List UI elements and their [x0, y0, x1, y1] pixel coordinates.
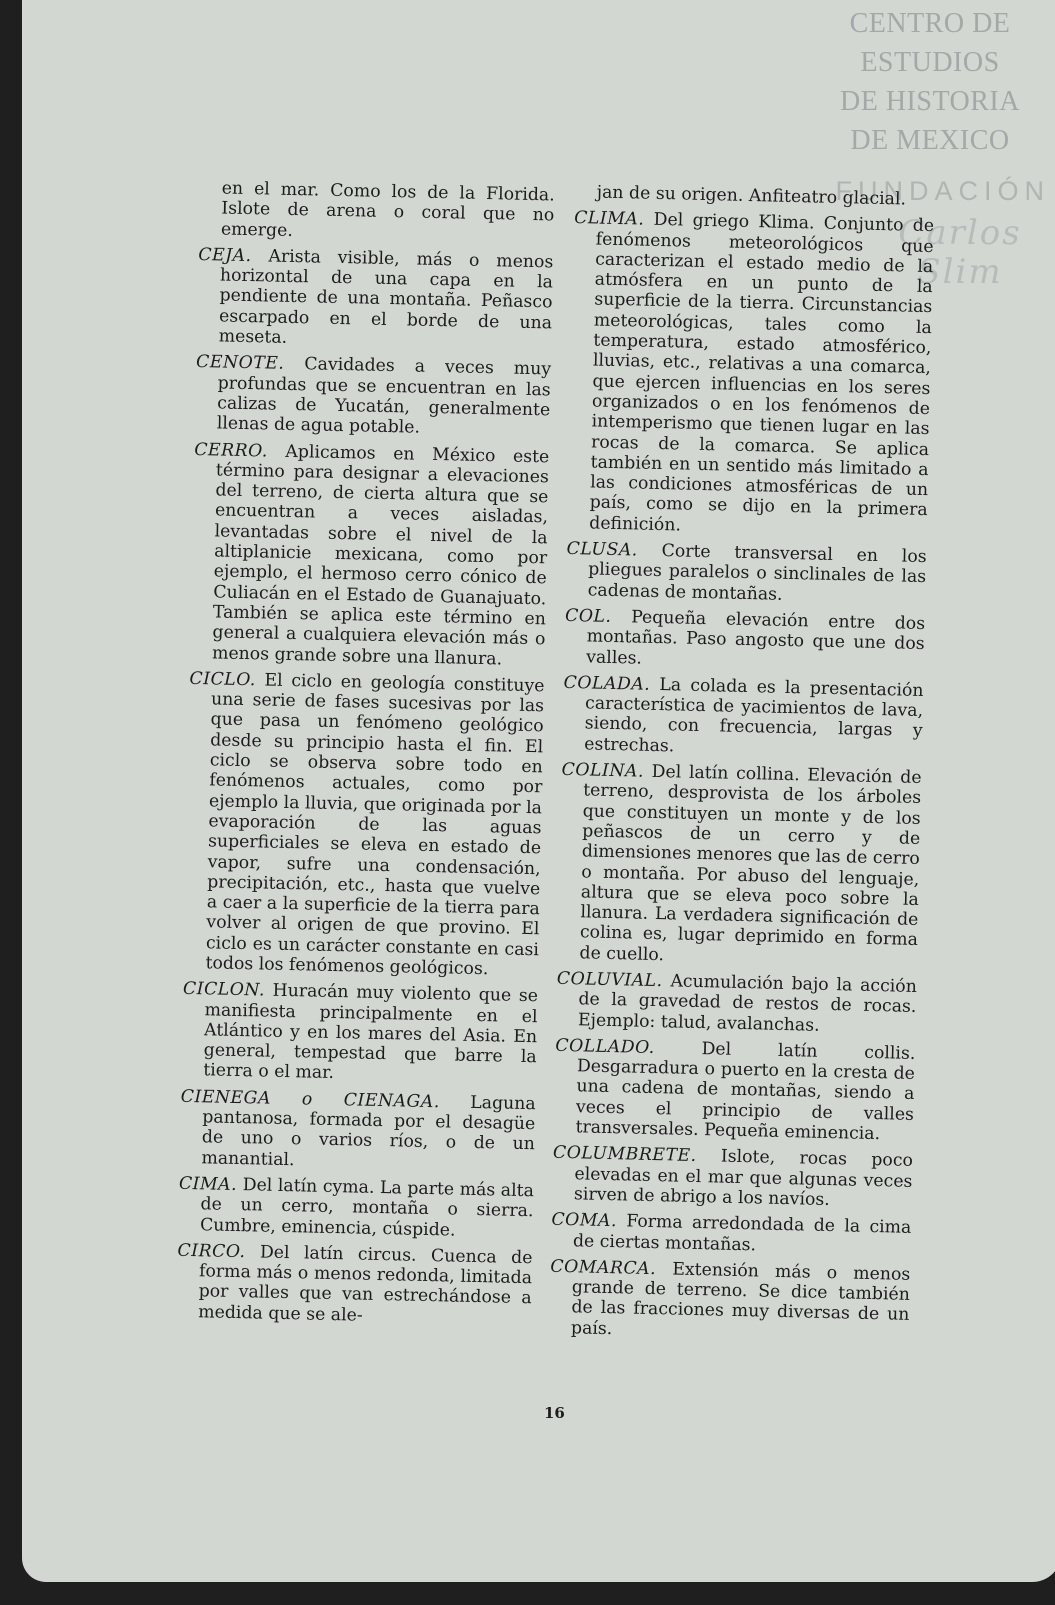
watermark-fundacion: FUNDACIÓN — [835, 176, 1050, 206]
entry-term: CLIMA. — [573, 208, 645, 230]
watermark-line: DE HISTORIA — [840, 86, 1020, 117]
entry-definition: Cavidades a veces muy profundas que se encuentran en las calizas de Yucatán, generalmente llenas de agua potable. — [216, 354, 552, 438]
entry-definition: Arista visible, más o menos horizontal de una capa en la pendiente de una montaña. Peñasco escarpado en el borde de una meseta. — [218, 246, 554, 348]
glossary-entry — [549, 1257, 911, 1346]
left-column — [176, 178, 555, 1335]
entry-term: COL. — [564, 605, 612, 627]
entry-term: COLLADO. — [555, 1035, 655, 1058]
watermark-line: DE MEXICO — [850, 125, 1010, 156]
entry-definition: Del latín circus. Cuenca de forma más o menos redonda, limitada por valles que van estrechándose a medida que se ale- — [198, 1242, 533, 1326]
entry-definition: La colada es la presentación característica de yacimientos de lava, siendo, con frecuencia, largas y estrechas. — [584, 674, 924, 757]
entry-term: COLINA. — [561, 759, 645, 782]
entry-term: CENOTE. — [195, 352, 285, 375]
glossary-entry — [176, 1241, 533, 1330]
entry-definition: Corte transversal en los pliegues paralelos o sinclinales de las cadenas de montañas. — [587, 541, 927, 605]
glossary-entry — [178, 1174, 534, 1242]
entry-definition: Forma arredondada de la cima de ciertas montañas. — [572, 1211, 912, 1255]
glossary-entry — [181, 979, 538, 1088]
glossary-entry — [566, 539, 927, 608]
entry-term: COMARCA. — [550, 1256, 657, 1279]
watermark-line: ESTUDIOS — [860, 47, 1000, 78]
glossary-entry — [190, 440, 550, 671]
entry-definition: Del latín collis. Desgarradura o puerto en la cresta de una cadena de montañas, siendo a veces el principio de valles transversales. Pequeña eminencia. — [575, 1038, 916, 1145]
watermark-signature: Carlos Slim — [898, 213, 1022, 292]
glossary-entry — [196, 245, 553, 354]
watermark-line: CENTRO DE — [849, 8, 1011, 39]
glossary-entry — [556, 969, 917, 1038]
right-entries — [549, 208, 935, 1346]
entry-term: CIMA. — [178, 1173, 238, 1195]
entry-term: COMA. — [551, 1209, 618, 1232]
entry-term: CLUSA. — [566, 538, 639, 561]
entry-term: CICLO. — [189, 668, 257, 691]
document-page — [22, 0, 1055, 1582]
glossary-entry — [557, 760, 922, 971]
entry-term: CIENEGA o CIENAGA. — [180, 1086, 441, 1112]
glossary-entry — [179, 1087, 536, 1176]
right-column — [549, 182, 935, 1352]
entry-term: CICLON. — [182, 979, 266, 1001]
continuation-text: jan de su origen. Anfiteatro glacial. — [596, 182, 907, 210]
entry-definition: Del griego Klima. Conjunto de fenómenos meteorológicos que caracterizan el estado medio de la atmósfera en un punto de la superficie de la tierra. Circunstancias meteorológicas, tales como la temperatura, estado atmosférico, lluvias, etc., relativas a una comarca, que ejercen influencias en los seres organizados o en los fenómenos de intemperismo que tienen lugar en las rocas de la comarca. Se aplica también en un sentido más limitado a las condiciones atmosféricas de un país, como se dijo en la primera definición. — [589, 210, 935, 536]
entry-definition: Pequeña elevación entre dos montañas. Paso angosto que une dos valles. — [586, 607, 926, 669]
entry-definition: Aplicamos en México este término para designar a elevaciones del terreno, de cierta altura que se encuentran a veces aisladas, levantadas sobre el nivel de la altiplanicie mexicana, como por ejemplo, el hermoso cerro cónico de Culiacán en el Estado de Guanajuato. También se aplica este término en general a cualquiera elevación más o menos grande sobre una llanura. — [211, 441, 550, 669]
entry-definition: Del latín collina. Elevación de terreno, desprovista de los árboles que constituyen un monte y de los peñascos de un cerro y de dimensiones menores que las de cerro o montaña. Por abuso del lenguaje, altura que se eleva poco sobre la llanura. La verdadera significación de colina es, lugar deprimido en forma de cuello. — [579, 761, 922, 965]
glossary-entry — [562, 673, 924, 762]
glossary-entry — [551, 1210, 912, 1259]
entry-term: COLADA. — [563, 672, 651, 695]
entry-term: COLUMBRETE. — [552, 1143, 697, 1167]
entry-term: CERRO. — [194, 439, 269, 462]
glossary-entry — [183, 669, 544, 981]
glossary-entry — [564, 606, 925, 675]
entry-term: COLUVIAL. — [556, 968, 663, 992]
entry-term: CEJA. — [198, 244, 252, 266]
entry-definition: Del latín cyma. La parte más alta de un cerro, montaña o sierra. Cumbre, eminencia, cúspide. — [199, 1175, 535, 1241]
glossary-entry — [553, 1036, 915, 1146]
continuation-text: en el mar. Como los de la Florida. Islote de arena o coral que no emerge. — [220, 178, 555, 241]
entry-definition: Laguna pantanosa, formada por el desagüe de uno o varios ríos, o de un manantial. — [201, 1092, 536, 1170]
entry-definition: Huracán muy violento que se manifiesta principalmente en el Atlántico y en los mares del Asia. En general, tempestad que barre la tierra o el mar. — [203, 980, 539, 1084]
entry-definition: El ciclo en geología constituye una serie de fases sucesivas por las que pasa un fenómeno geológico desde su principio hasta el fin. El ciclo se observa sobre todo en fenómenos actuales, como por ejemplo la lluvia, que originada por la evaporación de las aguas superficiales se eleva en estado de vapor, sufre una condensación, precipitación, etc., hasta que vuelve a caer a la superficie de la tierra para volver al origen de que provino. El ciclo es un carácter constante en casi todos los fenómenos geológicos. — [205, 670, 545, 980]
left-entries — [176, 245, 553, 1329]
page-number: 16 — [544, 1404, 565, 1422]
entry-term: CIRCO. — [177, 1240, 246, 1263]
entry-definition: Acumulación bajo la acción de la gravedad de restos de rocas. Ejemplo: talud, avalanchas. — [577, 971, 918, 1036]
glossary-entry — [552, 1143, 913, 1212]
entry-definition: Extensión más o menos grande de terreno. Se dice también de las fracciones muy diversas de un país. — [570, 1259, 911, 1339]
glossary-entry — [195, 352, 552, 441]
watermark — [820, 4, 1050, 292]
glossary-entry — [567, 208, 934, 541]
entry-definition: Islote, rocas poco elevadas en el mar que algunas veces sirven de abrigo a los navíos. — [573, 1146, 914, 1210]
